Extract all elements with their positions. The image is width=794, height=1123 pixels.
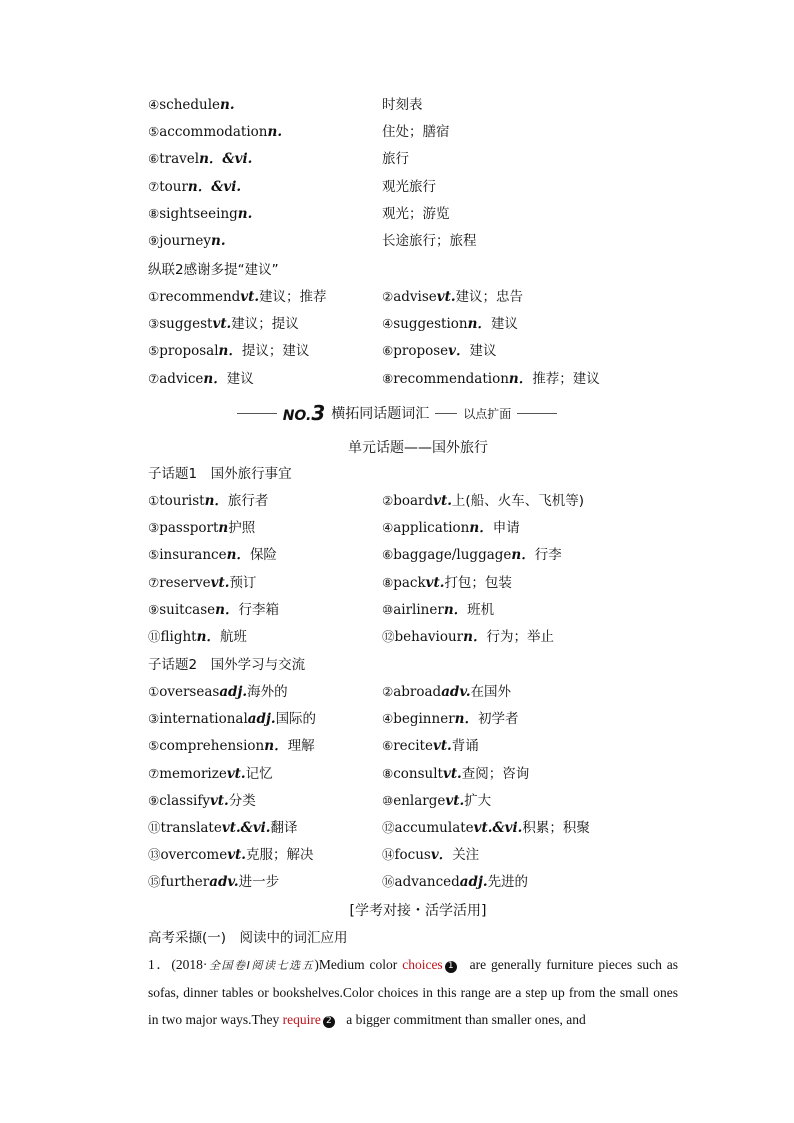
entry-pos: n． [226, 547, 250, 564]
entry-meaning: 旅行者 [227, 493, 269, 509]
entry-word: pack [393, 574, 426, 591]
entry-word: further [160, 874, 210, 891]
entry-pos: vt. [425, 574, 445, 591]
reading-passage [148, 951, 678, 1033]
entry-word: international [159, 711, 248, 728]
entry-meaning: 提议；建议 [241, 343, 310, 360]
entry-number: ⑦ [148, 370, 160, 386]
entry-number: ⑦ [148, 574, 160, 590]
entry-pos: adv. [209, 874, 239, 891]
entry-number: ⑧ [148, 205, 160, 221]
right-column-entry [382, 285, 523, 309]
vocab-row [148, 816, 688, 840]
right-column-entry [382, 680, 511, 704]
entry-word: flight [160, 629, 197, 645]
vocab-row [148, 93, 688, 117]
entry-meaning: 海外的 [247, 684, 288, 700]
vocab-entry [148, 711, 316, 727]
entry-meaning: 长途旅行；旅程 [382, 233, 477, 249]
vocab-row [148, 312, 688, 336]
vocab-row [148, 571, 688, 595]
entry-meaning: 初学者 [477, 711, 519, 728]
entry-number: ⑭ [382, 847, 395, 863]
entry-pos: n． [443, 601, 468, 618]
left-column-entry [148, 312, 299, 336]
entry-meaning: 积累；积聚 [522, 820, 590, 836]
word-column [148, 147, 252, 171]
note-marker-2: 2 [323, 1016, 335, 1028]
entry-number: ⑪ [148, 820, 161, 835]
entry-word: accommodation [159, 124, 268, 141]
right-column-entry [382, 571, 512, 595]
vocab-entry [148, 629, 247, 645]
highlight-word-choices: choices [402, 957, 443, 972]
left-column-entry [148, 489, 268, 513]
entry-word: journey [159, 233, 211, 249]
vocab-row [148, 147, 688, 171]
word-column [148, 202, 252, 226]
entry-pos: vt. [240, 289, 260, 305]
vocab-entry [382, 493, 584, 509]
entry-word: suggest [159, 316, 213, 333]
entry-meaning: 行为；举止 [486, 629, 554, 645]
right-column-entry [382, 489, 584, 513]
entry-number: ① [148, 493, 160, 508]
vocab-entry [382, 711, 518, 727]
right-column-entry [382, 843, 479, 867]
right-column-entry [382, 312, 518, 336]
vocab-entry [382, 316, 518, 332]
vocab-row [148, 202, 688, 226]
banner-rule-mid [435, 413, 457, 414]
left-column-entry [148, 789, 256, 813]
entry-word: recite [393, 738, 433, 755]
entry-meaning: 住处；膳宿 [382, 124, 450, 141]
highlight-word-require: require [282, 1012, 321, 1027]
right-column-entry [382, 734, 479, 758]
vocab-row [148, 285, 688, 309]
vocab-row [148, 789, 688, 813]
vocab-entry [382, 684, 511, 700]
entry-word: translate [160, 820, 222, 836]
entry-meaning: 关注 [452, 847, 480, 864]
entry-word: schedule [159, 97, 221, 113]
entry-word: overcome [160, 847, 228, 864]
entry-number: ⑤ [148, 343, 160, 359]
right-column-entry [382, 625, 554, 649]
right-column-entry [382, 789, 491, 813]
vocab-row [148, 680, 688, 704]
entry-number: ② [382, 684, 394, 699]
entry-number: ⑫ [382, 820, 395, 835]
entry-meaning: 观光旅行 [382, 178, 436, 195]
entry-pos: n． [467, 316, 491, 333]
entry-meaning: 航班 [219, 629, 247, 645]
entry-word: focus [394, 847, 431, 864]
vocab-row [148, 339, 688, 363]
left-column-entry [148, 707, 316, 731]
entry-pos: n. [237, 205, 253, 222]
entry-meaning: 建议；推荐 [259, 289, 327, 305]
entry-word: consult [393, 765, 443, 782]
vocab-row [148, 707, 688, 731]
word-column [148, 175, 241, 199]
entry-pos: vt. [226, 765, 246, 782]
entry-meaning: 旅行 [382, 151, 409, 168]
group2-title: 纵联2感谢多提“建议” [148, 262, 279, 278]
entry-word: insurance [159, 547, 227, 564]
vocab-entry [382, 371, 600, 387]
entry-number: ⑤ [148, 547, 160, 563]
entry-number: ⑨ [148, 601, 160, 617]
entry-word: advise [393, 289, 437, 305]
entry-number: ③ [148, 316, 160, 332]
left-column-entry [148, 285, 327, 309]
entry-number: ④ [382, 316, 394, 332]
vocab-entry [382, 793, 491, 809]
entry-pos: vt. [445, 792, 465, 809]
entry-number: ⑩ [382, 601, 394, 617]
entry-number: ⑫ [382, 629, 395, 644]
vocab-row [148, 516, 688, 540]
entry-number: ③ [148, 520, 160, 536]
entry-pos: n [218, 520, 229, 537]
right-column-entry [382, 816, 590, 840]
entry-number: ⑧ [382, 765, 394, 781]
vocab-entry [382, 629, 554, 645]
entry-word: airliner [393, 601, 444, 618]
right-column-entry [382, 598, 494, 622]
banner-rule-right [517, 413, 557, 414]
exam-section-title: 高考采撷(一) 阅读中的词汇应用 [148, 930, 348, 946]
left-column-entry [148, 843, 313, 867]
entry-pos: adv. [441, 684, 471, 700]
vocab-entry [382, 874, 528, 890]
entry-meaning: 建议；提议 [231, 316, 299, 333]
vocab-entry [148, 602, 279, 618]
vocab-entry [148, 289, 327, 305]
right-column-entry [382, 367, 600, 391]
entry-number: ③ [148, 711, 160, 727]
vocab-entry [382, 520, 520, 536]
entry-meaning: 申请 [492, 520, 520, 537]
section-banner [200, 400, 594, 426]
entry-meaning: 扩大 [464, 792, 492, 809]
entry-word: advice [159, 370, 204, 387]
entry-pos: vt. [442, 765, 462, 782]
entry-number: ⑤ [148, 124, 160, 140]
banner-title: 横拓同话题词汇 [331, 406, 430, 422]
entry-meaning: 建议；忠告 [455, 289, 524, 305]
right-column-entry [382, 707, 518, 731]
word-column [148, 229, 226, 253]
entry-pos: vt.&vi. [473, 820, 523, 836]
vocab-entry [148, 547, 277, 563]
entry-pos: v． [448, 343, 470, 360]
entry-pos: adj. [459, 874, 488, 891]
passage-text-1: are generally furniture pieces such as sofas, dinner tables or bookshelves.Color choices in this range are a step up from the small ones in two major ways.They [148, 957, 679, 1027]
entry-number: ① [148, 289, 160, 304]
vocab-entry [148, 371, 254, 387]
entry-number: ⑩ [382, 792, 394, 808]
entry-meaning: 班机 [467, 601, 495, 618]
vocab-entry [148, 493, 268, 509]
right-column-entry [382, 543, 562, 567]
left-column-entry [148, 762, 273, 786]
vocab-entry [382, 847, 479, 863]
left-column-entry [148, 680, 288, 704]
vocab-row [148, 367, 688, 391]
entry-word: tour [159, 178, 188, 195]
entry-word: sightseeing [159, 205, 238, 222]
entry-meaning: 进一步 [238, 874, 280, 891]
entry-pos: vt. [210, 574, 230, 591]
entry-word: tourist [159, 493, 205, 509]
banner-number: 3 [311, 401, 326, 425]
entry-meaning: 护照 [228, 520, 256, 537]
entry-word: accumulate [394, 820, 474, 836]
entry-meaning: 克服；解决 [245, 847, 314, 864]
entry-word: suggestion [393, 316, 468, 333]
left-column-entry [148, 571, 256, 595]
entry-pos: vt. [436, 289, 456, 305]
entry-meaning: 分类 [228, 792, 256, 809]
vocab-entry [148, 847, 313, 863]
entry-number: ① [148, 684, 160, 699]
vocab-row [148, 734, 688, 758]
vocab-entry [148, 343, 309, 359]
right-column-entry [382, 339, 497, 363]
vocab-entry [148, 820, 298, 836]
unit-topic-title: 单元话题——国外旅行 [348, 440, 488, 456]
subtopic1-title: 子话题1 国外旅行事宜 [148, 466, 292, 482]
entry-pos: vt. [209, 792, 229, 809]
entry-word: baggage/luggage [393, 547, 512, 564]
entry-pos: n. [267, 124, 283, 141]
left-column-entry [148, 598, 279, 622]
entry-pos: n. [211, 233, 226, 249]
entry-meaning: 建议 [490, 316, 518, 333]
entry-meaning: 上(船、火车、飞机等) [451, 493, 584, 509]
entry-number: ④ [382, 711, 394, 727]
entry-meaning: 建议 [226, 370, 254, 387]
entry-pos: vt. [433, 493, 452, 509]
entry-pos: n． [454, 711, 478, 728]
word-column [148, 120, 282, 144]
entry-meaning: 翻译 [270, 820, 298, 836]
entry-pos: n． [469, 520, 493, 537]
entry-pos: n． [215, 601, 239, 618]
entry-number: ⑥ [382, 343, 394, 359]
entry-pos: n. [220, 97, 235, 113]
vocab-row [148, 843, 688, 867]
entry-pos: vt. [227, 847, 246, 864]
entry-pos: v． [430, 847, 453, 864]
entry-number: ⑦ [148, 178, 160, 194]
entry-pos: vt. [432, 738, 452, 755]
entry-meaning: 预订 [229, 574, 257, 591]
right-column-entry [382, 762, 529, 786]
entry-meaning: 行李箱 [238, 601, 279, 618]
entry-word: passport [159, 520, 219, 537]
entry-meaning: 行李 [534, 547, 562, 564]
vocab-row [148, 489, 688, 513]
entry-word: proposal [159, 343, 219, 360]
entry-word: enlarge [393, 792, 446, 809]
vocab-entry [148, 766, 273, 782]
entry-word: application [393, 520, 470, 537]
vocab-row [148, 598, 688, 622]
entry-number: ⑥ [148, 151, 160, 167]
left-column-entry [148, 339, 309, 363]
practice-header: [学考对接・活学活用] [349, 903, 487, 919]
left-column-entry [148, 543, 277, 567]
entry-meaning: 理解 [287, 738, 315, 755]
entry-number: ⑥ [382, 738, 394, 754]
subtopic2-title: 子话题2 国外学习与交流 [148, 657, 306, 673]
entry-pos: n． [204, 493, 228, 509]
entry-meaning: 推荐；建议 [532, 370, 600, 387]
vocab-entry [382, 343, 497, 359]
entry-pos: adj. [247, 711, 276, 728]
vocab-entry [148, 793, 256, 809]
banner-subtitle: 以点扩面 [463, 406, 512, 421]
vocab-entry [382, 766, 529, 782]
vocab-entry [148, 316, 299, 332]
entry-number: ⑥ [382, 547, 394, 563]
entry-word: advanced [394, 874, 460, 891]
entry-meaning: 查阅；咨询 [461, 765, 530, 782]
entry-number: ⑤ [148, 738, 160, 754]
entry-number: ⑬ [148, 847, 161, 863]
entry-meaning: 背诵 [451, 738, 479, 755]
right-column-entry [382, 870, 528, 894]
right-column-entry [382, 516, 520, 540]
entry-number: ⑮ [148, 874, 161, 890]
vocab-entry [148, 684, 288, 700]
vocab-entry [382, 602, 494, 618]
entry-number: ④ [382, 520, 394, 536]
entry-pos: n． [511, 547, 535, 564]
entry-meaning: 打包；包装 [444, 574, 512, 591]
vocab-entry [382, 575, 512, 591]
banner-rule-left [237, 413, 277, 414]
entry-number: ⑨ [148, 792, 160, 808]
entry-number: ④ [148, 97, 160, 112]
passage-text-2: a bigger commitment than smaller ones, and [342, 1012, 586, 1027]
entry-number: ② [382, 289, 394, 304]
passage-open: )Medium color [314, 957, 403, 972]
vocab-row [148, 543, 688, 567]
entry-number: ⑨ [148, 233, 160, 248]
vocab-entry [148, 738, 315, 754]
vocab-row [148, 625, 688, 649]
vocab-row [148, 229, 688, 253]
entry-pos: vt.&vi. [221, 820, 271, 836]
entry-number: ⑪ [148, 629, 161, 644]
left-column-entry [148, 734, 315, 758]
entry-word: overseas [159, 684, 220, 700]
left-column-entry [148, 516, 255, 540]
entry-number: ⑯ [382, 874, 395, 890]
entry-word: recommend [159, 289, 241, 305]
note-marker-1: 1 [445, 961, 457, 973]
entry-word: board [393, 493, 434, 509]
banner-no: NO. [282, 408, 312, 424]
entry-meaning: 观光；游览 [382, 205, 450, 222]
entry-pos: n． [264, 738, 288, 755]
entry-meaning: 建议 [469, 343, 497, 360]
left-column-entry [148, 870, 279, 894]
entry-pos: n．&vi. [199, 151, 253, 168]
entry-word: recommendation [393, 370, 509, 387]
entry-meaning: 时刻表 [382, 97, 423, 113]
entry-word: travel [159, 151, 200, 168]
entry-word: reserve [159, 574, 211, 591]
left-column-entry [148, 625, 247, 649]
entry-pos: adj. [219, 684, 248, 700]
entry-meaning: 先进的 [487, 874, 529, 891]
entry-word: abroad [393, 684, 442, 700]
entry-meaning: 国际的 [275, 711, 317, 728]
entry-word: propose [393, 343, 449, 360]
entry-word: beginner [393, 711, 455, 728]
entry-pos: vt. [212, 316, 232, 333]
entry-meaning: 在国外 [470, 684, 512, 700]
entry-pos: n． [196, 629, 220, 645]
entry-word: behaviour [394, 629, 464, 645]
entry-pos: n． [203, 370, 227, 387]
vocab-entry [382, 738, 479, 754]
question-number: 1．(2018· [148, 957, 208, 972]
entry-pos: n． [508, 370, 533, 387]
entry-number: ⑦ [148, 765, 160, 781]
entry-pos: n． [218, 343, 242, 360]
vocab-row [148, 762, 688, 786]
entry-pos: n．&vi. [187, 178, 242, 195]
vocab-entry [382, 289, 523, 305]
vocab-entry [382, 547, 562, 563]
question-source: 全国卷Ⅰ阅读七选五 [207, 959, 315, 972]
entry-meaning: 记忆 [245, 765, 273, 782]
vocab-entry [148, 575, 256, 591]
left-column-entry [148, 816, 298, 840]
entry-number: ② [382, 493, 394, 508]
left-column-entry [148, 367, 254, 391]
word-column [148, 93, 235, 117]
vocab-entry [148, 520, 255, 536]
entry-word: suitcase [159, 601, 216, 618]
vocab-row [148, 870, 688, 894]
entry-word: classify [159, 792, 210, 809]
vocab-entry [382, 820, 590, 836]
entry-meaning: 保险 [249, 547, 277, 564]
vocab-row [148, 175, 688, 199]
entry-pos: n． [463, 629, 487, 645]
entry-word: memorize [159, 765, 227, 782]
entry-number: ⑧ [382, 574, 394, 590]
vocab-entry [148, 874, 279, 890]
entry-number: ⑧ [382, 370, 394, 386]
vocab-row [148, 120, 688, 144]
entry-word: comprehension [159, 738, 265, 755]
